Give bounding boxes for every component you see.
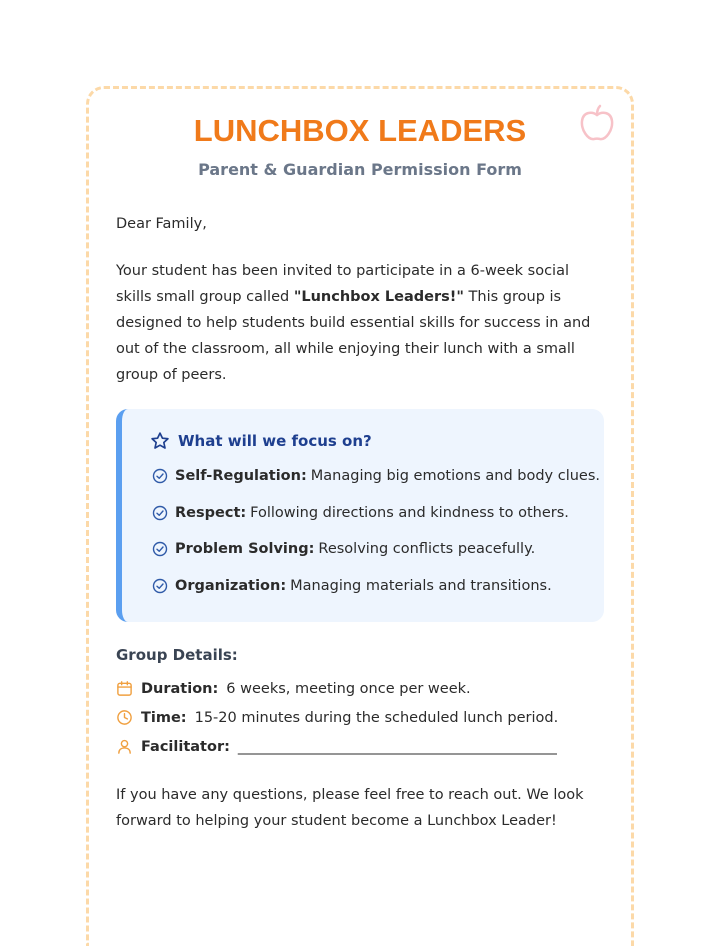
intro-paragraph	[116, 258, 606, 388]
detail-label: Duration:	[141, 680, 219, 697]
check-circle-icon	[152, 541, 168, 557]
star-icon	[150, 431, 170, 451]
focus-item	[152, 505, 569, 521]
user-icon	[116, 738, 133, 755]
focus-item-label: Self-Regulation:	[175, 468, 307, 484]
focus-heading-label: What will we focus on?	[178, 432, 372, 450]
form-title: LUNCHBOX LEADERS	[193, 113, 527, 148]
detail-facilitator	[116, 738, 557, 755]
group-name: "Lunchbox Leaders!"	[293, 289, 464, 305]
detail-label: Facilitator:	[141, 738, 230, 755]
check-circle-icon	[152, 468, 168, 484]
detail-text: 6 weeks, meeting once per week.	[226, 680, 471, 697]
greeting: Dear Family,	[116, 216, 207, 232]
focus-item	[152, 468, 600, 484]
focus-panel	[116, 409, 604, 622]
calendar-icon	[116, 680, 133, 697]
closing-paragraph: If you have any questions, please feel free to reach out. We look forward to helping your student become a Lunchbox Leader!	[116, 787, 584, 829]
intro-text-end: This group is designed to help students build essential skills for success in and out of the classroom, all while enjoying their lunch with a small group of peers.	[116, 289, 591, 383]
focus-item-text: Managing big emotions and body clues.	[310, 468, 601, 484]
focus-heading	[150, 431, 372, 451]
focus-item	[152, 541, 535, 557]
focus-item-label: Respect:	[175, 505, 247, 521]
facilitator-blank: ____________________________________________	[237, 738, 557, 755]
focus-item	[152, 578, 552, 594]
detail-label: Time:	[141, 709, 187, 726]
focus-item-text: Managing materials and transitions.	[290, 578, 552, 594]
intro-text-start: Your student has been invited to participate in a 6-week social skills small group called	[116, 263, 569, 305]
form-subtitle: Parent & Guardian Permission Form	[198, 160, 522, 179]
details-heading: Group Details:	[116, 646, 238, 664]
check-circle-icon	[152, 578, 168, 594]
focus-item-text: Following directions and kindness to others.	[250, 505, 569, 521]
detail-time	[116, 709, 558, 726]
focus-item-label: Problem Solving:	[175, 541, 315, 557]
focus-item-label: Organization:	[175, 578, 287, 594]
check-circle-icon	[152, 505, 168, 521]
detail-duration	[116, 680, 471, 697]
clock-icon	[116, 709, 133, 726]
focus-item-text: Resolving conflicts peacefully.	[318, 541, 536, 557]
detail-text: 15-20 minutes during the scheduled lunch period.	[194, 709, 559, 726]
